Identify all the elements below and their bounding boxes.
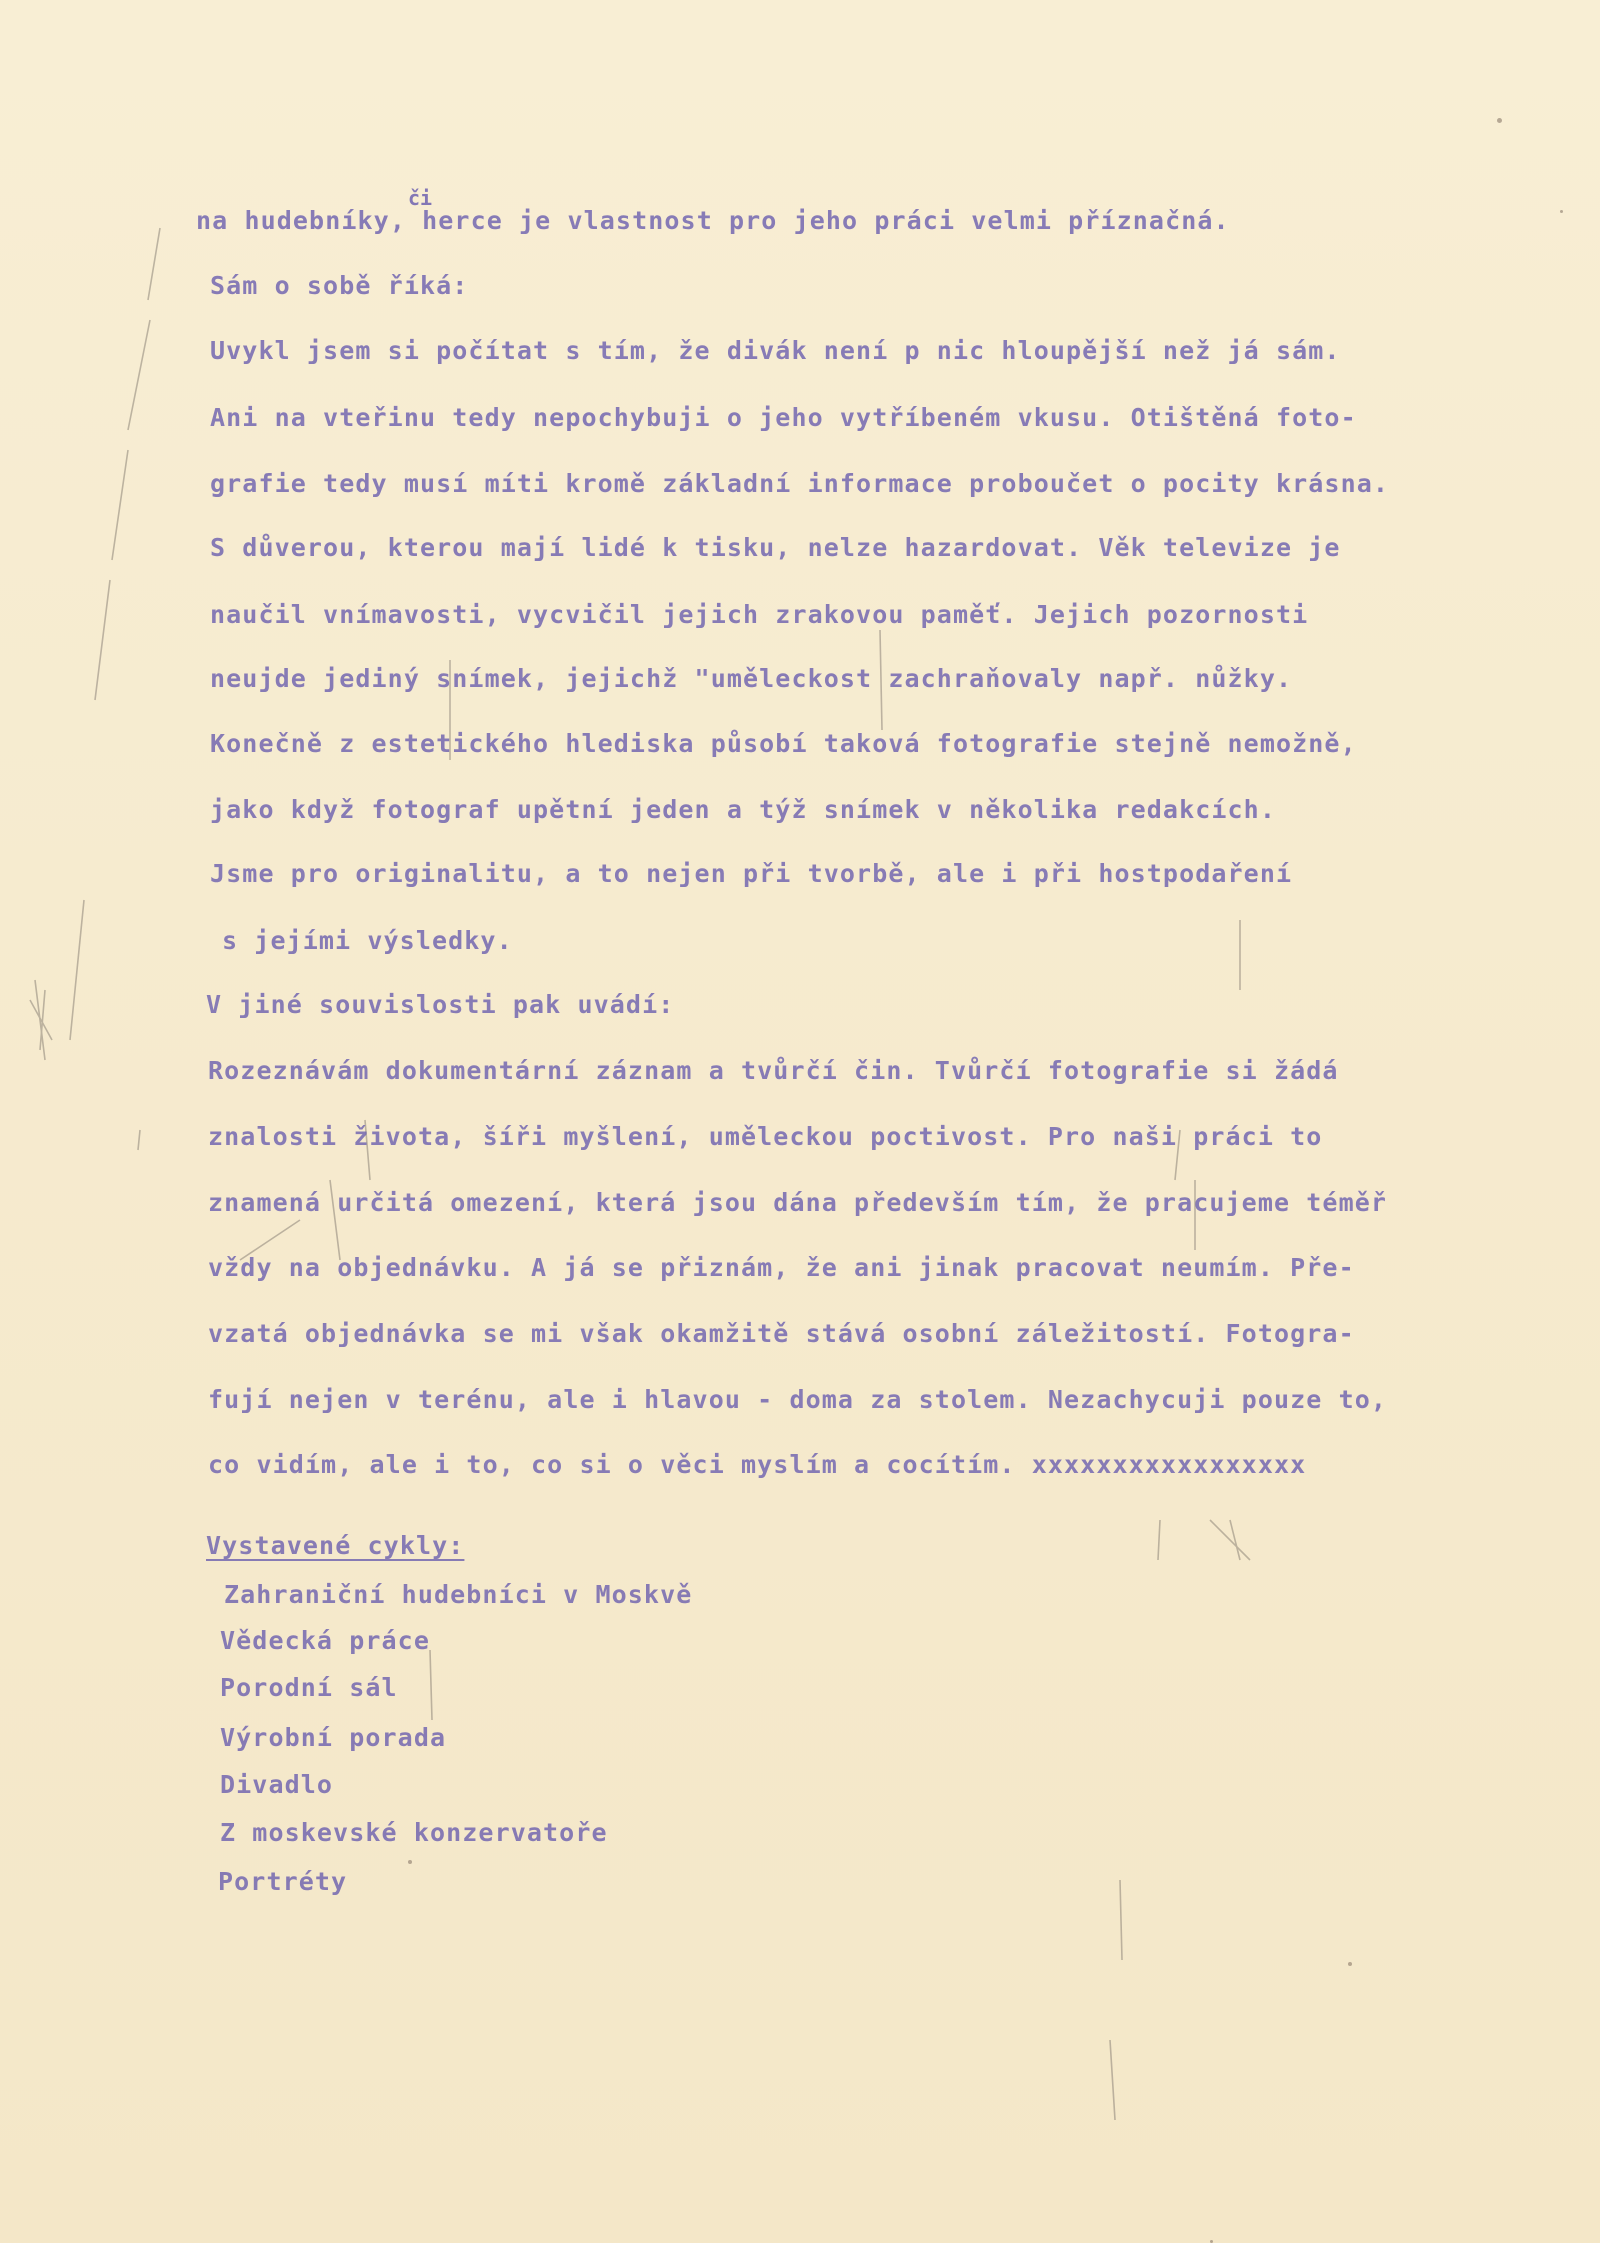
- cycle-item: Zahraniční hudebníci v Moskvě: [224, 1580, 693, 1609]
- text-line: V jiné souvislosti pak uvádí:: [206, 990, 675, 1019]
- text-line: S důverou, kterou mají lidé k tisku, nelze hazardovat. Věk televize je: [210, 533, 1341, 562]
- paper-speck: [1560, 210, 1563, 213]
- text-line: Konečně z estetického hlediska působí taková fotografie stejně nemožně,: [210, 729, 1357, 758]
- text-line: Rozeznávám dokumentární záznam a tvůrčí čin. Tvůrčí fotografie si žádá: [208, 1056, 1339, 1085]
- text-line: Jsme pro originalitu, a to nejen při tvorbě, ale i při hostpodaření: [210, 859, 1293, 888]
- paper-speck: [408, 1860, 412, 1864]
- text-line: na hudebníky, herce je vlastnost pro jeho práci velmi příznačná.: [196, 206, 1230, 235]
- text-line: naučil vnímavosti, vycvičil jejich zrakovou paměť. Jejich pozornosti: [210, 600, 1309, 629]
- text-line: Ani na vteřinu tedy nepochybuji o jeho vytříbeném vkusu. Otištěná foto-: [210, 403, 1357, 432]
- text-line: znalosti života, šíři myšlení, uměleckou poctivost. Pro naši práci to: [208, 1122, 1323, 1151]
- text-line: grafie tedy musí míti kromě základní informace proboučet o pocity krásna.: [210, 469, 1390, 498]
- text-line: neujde jediný snímek, jejichž "uměleckost zachraňovaly např. nůžky.: [210, 664, 1293, 693]
- handwritten-correction: či: [408, 186, 433, 210]
- text-line: co vidím, ale i to, co si o věci myslím a cocítím. xxxxxxxxxxxxxxxxx: [208, 1450, 1307, 1479]
- cycle-item: Vědecká práce: [220, 1626, 430, 1655]
- cycle-item: Divadlo: [220, 1770, 334, 1799]
- text-line: vždy na objednávku. A já se přiznám, že ani jinak pracovat neumím. Pře-: [208, 1253, 1355, 1282]
- cycle-item: Portréty: [218, 1867, 348, 1896]
- text-line: s jejími výsledky.: [222, 926, 513, 955]
- paper-speck: [1348, 1962, 1352, 1966]
- text-line: Uvykl jsem si počítat s tím, že divák není p nic hloupější než já sám.: [210, 336, 1341, 365]
- text-line: znamená určitá omezení, která jsou dána především tím, že pracujeme téměř: [208, 1188, 1388, 1217]
- text-line: Sám o sobě říká:: [210, 271, 469, 300]
- paper-speck: [1497, 118, 1502, 123]
- text-line: fují nejen v terénu, ale i hlavou - doma za stolem. Nezachycuji pouze to,: [208, 1385, 1388, 1414]
- cycle-item: Porodní sál: [220, 1673, 398, 1702]
- text-line: vzatá objednávka se mi však okamžitě stává osobní záležitostí. Fotogra-: [208, 1319, 1355, 1348]
- cycle-item: Výrobní porada: [220, 1723, 447, 1752]
- cycle-item: Z moskevské konzervatoře: [220, 1818, 608, 1847]
- cycles-heading: Vystavené cykly:: [206, 1531, 465, 1560]
- text-line: jako když fotograf upětní jeden a týž snímek v několika redakcích.: [210, 795, 1276, 824]
